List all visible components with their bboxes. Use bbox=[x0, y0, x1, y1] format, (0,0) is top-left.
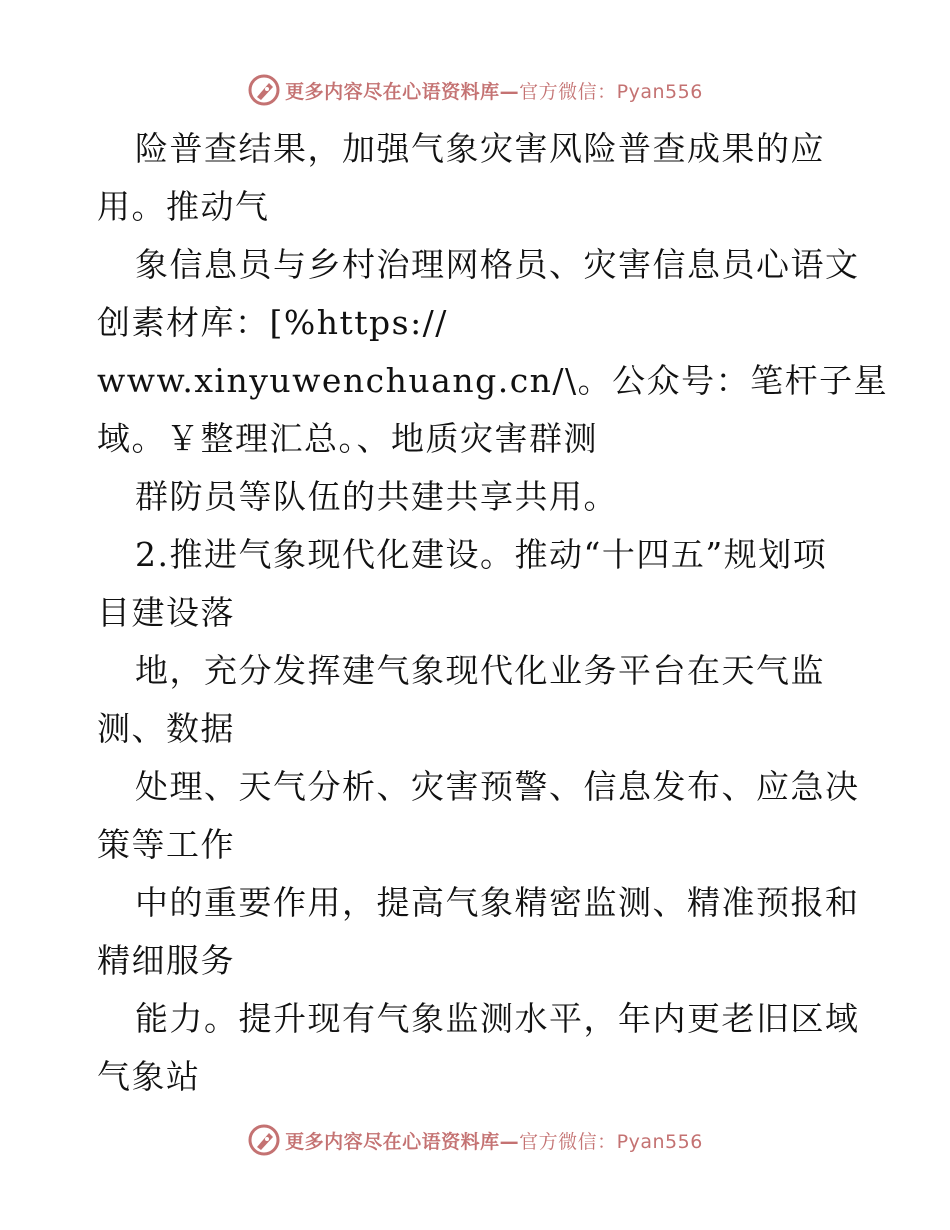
body-line: 域。￥整理汇总。、地质灾害群测 bbox=[97, 419, 598, 458]
body-line: 策等工作 bbox=[97, 825, 235, 864]
pen-nib-logo-icon bbox=[247, 1123, 281, 1157]
footer-banner-separator: — bbox=[499, 1130, 520, 1153]
body-line: 测、数据 bbox=[97, 709, 235, 748]
footer-banner-contact: 官方微信：Pyan556 bbox=[519, 1130, 703, 1153]
body-line: 地，充分发挥建气象现代化业务平台在天气监 bbox=[135, 651, 825, 690]
body-line: 目建设落 bbox=[97, 593, 235, 632]
body-line: 险普查结果，加强气象灾害风险普查成果的应 bbox=[135, 129, 825, 168]
body-line: 精细服务 bbox=[97, 941, 235, 980]
body-line: 2.推进气象现代化建设。推动“十四五”规划项 bbox=[135, 535, 828, 574]
footer-banner bbox=[0, 1120, 950, 1160]
header-banner-contact: 官方微信：Pyan556 bbox=[519, 80, 703, 103]
body-line: 象信息员与乡村治理网格员、灾害信息员心语文 bbox=[135, 245, 860, 284]
header-banner bbox=[0, 70, 950, 110]
body-line: 能力。提升现有气象监测水平，年内更老旧区域 bbox=[135, 999, 860, 1038]
pen-nib-logo-icon bbox=[247, 73, 281, 107]
body-line: 群防员等队伍的共建共享共用。 bbox=[135, 477, 618, 516]
document-body bbox=[97, 120, 889, 1106]
body-line: www.xinyuwenchuang.cn/\。公众号：笔杆子星 bbox=[97, 361, 889, 400]
body-line: 气象站 bbox=[97, 1057, 201, 1096]
footer-banner-main: 更多内容尽在心语资料库 bbox=[285, 1130, 500, 1153]
body-line: 中的重要作用，提高气象精密监测、精准预报和 bbox=[135, 883, 860, 922]
header-banner-separator: — bbox=[499, 80, 520, 103]
header-banner-main: 更多内容尽在心语资料库 bbox=[285, 80, 500, 103]
footer-banner-text bbox=[285, 1127, 703, 1154]
body-line: 处理、天气分析、灾害预警、信息发布、应急决 bbox=[135, 767, 860, 806]
header-banner-text bbox=[285, 77, 703, 104]
body-line: 创素材库：[%https:// bbox=[97, 303, 448, 342]
body-line: 用。推动气 bbox=[97, 187, 270, 226]
